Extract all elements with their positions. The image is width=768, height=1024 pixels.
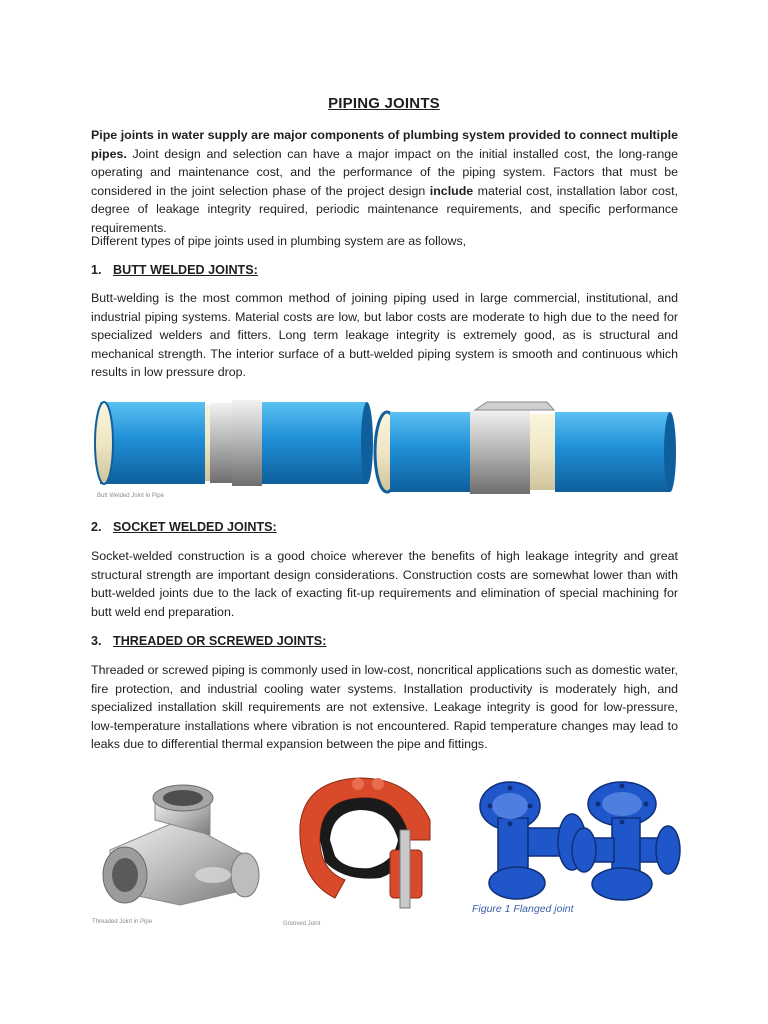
intro-lead: Pipe joints in water supply are major components of plumbing system provided to connect multiple pipes. — [91, 128, 678, 161]
page-title: PIPING JOINTS — [328, 95, 440, 112]
section-title: BUTT WELDED JOINTS: — [113, 263, 258, 277]
section-title: SOCKET WELDED JOINTS: — [113, 520, 277, 534]
section-text-butt-welded: Butt-welding is the most common method of joining piping used in large commercial, institutional, and industrial piping systems. Material costs are low, but labor costs are moderate to high due to the need for specialized welders and fitters. Long term leakage integrity is extremely good, as is structural and mechanical strength. The interior surface of a butt-welded piping system is smooth and continuous which results in low pressure drop. — [91, 291, 678, 380]
types-intro: Different types of pipe joints used in plumbing system are as follows, — [91, 234, 467, 248]
section-number: 1. — [91, 263, 102, 277]
section-number: 3. — [91, 634, 102, 648]
intro-body-b: material cost, installation labor cost, degree of leakage integrity required, periodic maintenance requirements, and specific performance requirements. — [91, 183, 678, 235]
section-text-socket-welded: Socket-welded construction is a good choice wherever the benefits of high leakage integrity and great structural strength are important design considerations. Construction costs are somewhat lower than with butt-welded joints due to the lack of exacting fit-up requirements and elimination of special machining for butt weld end preparation. — [91, 549, 678, 619]
section-text-threaded: Threaded or screwed piping is commonly used in low-cost, noncritical applications such as domestic water, fire protection, and industrial cooling water systems. Installation productivity is moderately high, and specialized installation skill requirements are not extensive. Leakage integrity is good for low-pressure, low-temperature installations where vibration is not encountered. Rapid temperature changes may lead to leaks due to differential thermal expansion between the pipe and fittings. — [91, 663, 678, 752]
section-heading-socket-welded — [91, 520, 277, 534]
caption-grooved: Grooved Joint — [283, 921, 321, 927]
threaded-tee-fitting-illustration — [95, 780, 270, 915]
flanged-fittings-illustration — [472, 778, 682, 903]
section-number: 2. — [91, 520, 102, 534]
section-heading-butt-welded — [91, 263, 258, 277]
caption-threaded: Threaded Joint in Pipe — [92, 919, 153, 925]
caption-flanged: Figure 1 Flanged joint — [472, 903, 574, 915]
section-heading-threaded — [91, 634, 326, 648]
butt-welded-pipe-illustration — [92, 396, 682, 502]
caption-butt-welded: Butt Welded Joint in Pipe — [97, 493, 164, 499]
intro-body-a: Joint design and selection can have a major impact on the initial installed cost, the long-range operating and maintenance cost, and the performance of the piping system. Factors that must be considered in the joint selection phase of the project design — [91, 146, 678, 198]
intro-paragraph — [91, 126, 678, 238]
section-title: THREADED OR SCREWED JOINTS: — [113, 634, 327, 648]
intro-body-bold: include — [429, 183, 474, 198]
grooved-coupling-illustration — [290, 770, 440, 912]
